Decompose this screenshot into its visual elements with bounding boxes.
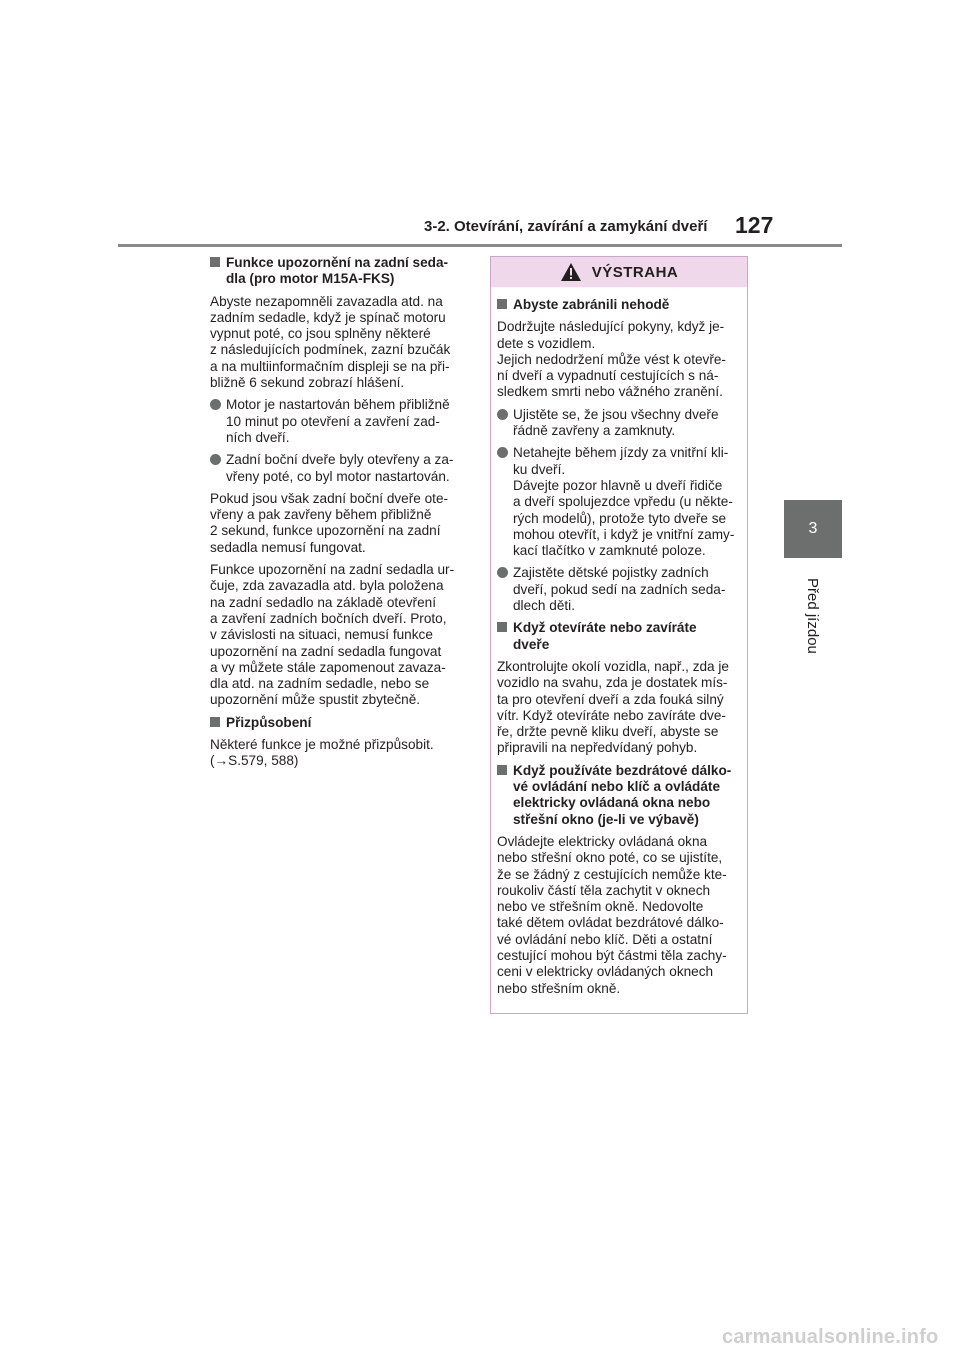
bullet-text: Ujistěte se, že jsou všechny dveře řádně zavřeny a zamknuty. xyxy=(513,406,719,439)
paragraph: Ovládejte elektricky ovládaná okna nebo střešní okno poté, co se ujistíte, že se žádný z cestujících nemůže kte- roukoliv částí těla zachytit v oknech nebo ve střešním okně. Nedovolte také dětem ovládat bezdrátové dálko- vé ovládání nebo klíč. Děti a ostatní cestující mohou být částmi těla zachy- ceni v elektricky ovládaných oknech nebo střešním okně. xyxy=(497,833,727,996)
watermark: carmanualsonline.info xyxy=(722,1326,939,1348)
heading-text: Přizpůsobení xyxy=(226,714,312,730)
paragraph: Zkontrolujte okolí vozidla, např., zda je vozidlo na svahu, zda je dostatek mís- ta pro otevření dveří a zda fouká silný vítr. Když otevíráte nebo zavíráte dve- ře, držte pevně kliku dveří, abyste se připravili na nepředvídaný pohyb. xyxy=(497,658,729,756)
bullet-text: Netahejte během jízdy za vnitřní kli- ku dveří. Dávejte pozor hlavně u dveří řidiče a dveří spolujezdce vpředu (u někte- rých modelů), protože tyto dveře se mohou otevřít, i když je vnitřní zamy- kací tlačítko v zamknuté poloze. xyxy=(513,445,735,559)
paragraph: Pokud jsou však zadní boční dveře ote- vřeny a pak zavřeny během přibližně 2 sekund, funkce upozornění na zadní sedadla nemusí fungovat. xyxy=(210,490,449,555)
paragraph: Abyste nezapomněli zavazadla atd. na zadním sedadle, když je spínač motoru vypnut poté, co jsou splněny některé z následujících podmínek, zazní bzučák a na multiinformačním displeji se na při- bližně 6 sekund zobrazí hlášení. xyxy=(210,293,451,391)
square-marker-icon xyxy=(497,622,507,632)
heading-text: Když otevíráte nebo zavíráte dveře xyxy=(513,620,697,652)
bullet-item xyxy=(497,565,741,614)
warning-heading xyxy=(497,763,741,828)
warning-triangle-icon xyxy=(560,262,582,282)
bullet-text: Motor je nastartován během přibližně 10 minut po otevření a zavření zad- ních dveří. xyxy=(226,397,450,445)
bullet-text: Zadní boční dveře byly otevřeny a za- vřeny poté, co byl motor nastartován. xyxy=(226,452,454,484)
warning-heading xyxy=(497,297,741,313)
cross-reference-link[interactable]: Některé funkce je možné přizpůsobit. (→S.579, 588) xyxy=(210,737,434,769)
square-marker-icon xyxy=(210,257,220,267)
warning-box xyxy=(490,256,748,1014)
bullet-item xyxy=(210,452,468,485)
heading-text: Funkce upozornění na zadní seda- dla (pro motor M15A-FKS) xyxy=(226,255,449,287)
section-heading xyxy=(210,255,468,288)
warning-heading xyxy=(497,620,741,653)
section-heading xyxy=(210,715,468,731)
chapter-label: Před jízdou xyxy=(804,578,821,654)
bullet-dot-icon xyxy=(497,447,508,458)
bullet-dot-icon xyxy=(210,399,221,410)
bullet-dot-icon xyxy=(210,454,221,465)
square-marker-icon xyxy=(497,299,507,309)
heading-text: Abyste zabránili nehodě xyxy=(513,297,670,312)
square-marker-icon xyxy=(210,717,220,727)
bullet-item xyxy=(497,407,741,440)
page-number: 127 xyxy=(735,212,774,238)
warning-title: VÝSTRAHA xyxy=(591,263,679,281)
heading-text: Když používáte bezdrátové dálko- vé ovládání nebo klíč a ovládáte elektricky ovládaná okna nebo střešní okno (je-li ve výbavě) xyxy=(513,762,732,827)
paragraph: Dodržujte následující pokyny, když je- dete s vozidlem. Jejich nedodržení může vést k otevře- ní dveří a vypadnutí cestujících s ná- sledkem smrti nebo vážného zranění. xyxy=(497,319,726,400)
chapter-number: 3 xyxy=(808,520,818,537)
header-divider xyxy=(118,244,842,247)
bullet-dot-icon xyxy=(497,567,508,578)
paragraph: Funkce upozornění na zadní sedadla ur- čuje, zda zavazadla atd. byla položena na zadní sedadlo na základě otevření a zavření zadních bočních dveří. Proto, v závislosti na situaci, nemusí funkce upozornění na zadní sedadla fungovat a vy můžete stále zapomenout zavaza- dla atd. na zadním sedadle, nebo se upozornění může spustit zbytečně. xyxy=(210,562,455,708)
left-column xyxy=(210,255,468,776)
chapter-tab[interactable] xyxy=(784,500,842,558)
bullet-item xyxy=(497,445,741,559)
square-marker-icon xyxy=(497,765,507,775)
bullet-dot-icon xyxy=(497,409,508,420)
bullet-text: Zajistěte dětské pojistky zadních dveří, pokud sedí na zadních seda- dlech děti. xyxy=(513,565,726,614)
warning-body xyxy=(491,287,747,997)
bullet-item xyxy=(210,397,468,446)
warning-header xyxy=(491,257,747,287)
section-title: 3-2. Otevírání, zavírání a zamykání dveří xyxy=(424,218,708,235)
